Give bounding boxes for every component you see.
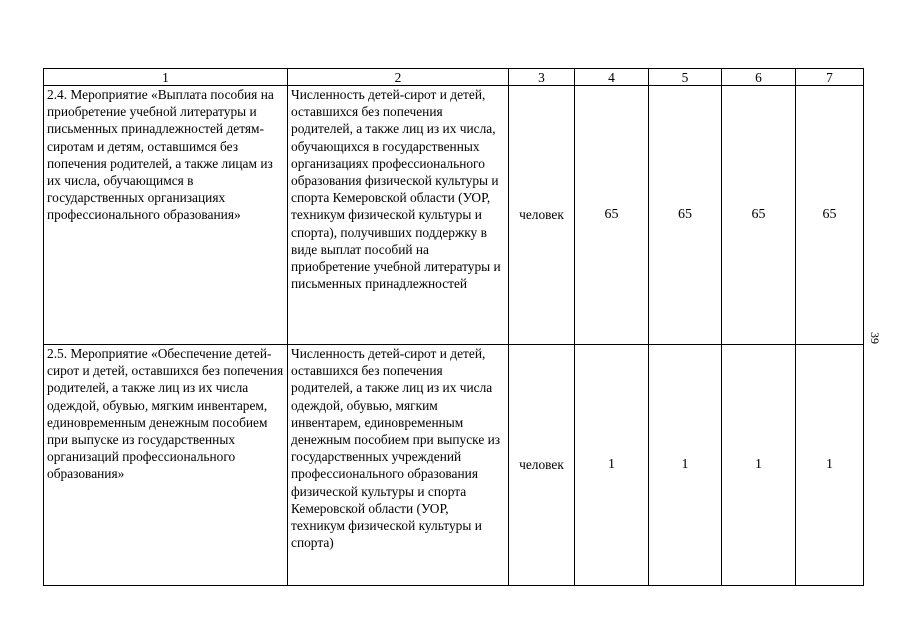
indicator-cell: Численность детей-сирот и детей, оставшихся без попечения родителей, а также лиц из их числа, обучающихся в государственных организациях профессионального образования физической культуры и спорта Кемеровской области (УОР, техникум физической культуры и спорта), получивших поддержку в виде выплат пособий на приобретение учебной литературы и письменных принадлежностей	[288, 86, 509, 345]
header-cell-2: 2	[288, 69, 509, 86]
header-cell-1: 1	[44, 69, 288, 86]
value-cell: 65	[796, 86, 864, 345]
value-cell: 65	[575, 86, 649, 345]
value-cell: 1	[722, 345, 796, 586]
indicators-table	[43, 68, 864, 586]
table-row	[44, 86, 864, 345]
value-cell: 65	[722, 86, 796, 345]
page-number: 39	[868, 332, 882, 344]
indicator-cell: Численность детей-сирот и детей, оставшихся без попечения родителей, а также лиц из их числа одеждой, обувью, мягким инвентарем, единовременным денежным пособием при выпуске из государственных учреждений профессионального образования физической культуры и спорта Кемеровской области (УОР, техникум физической культуры и спорта)	[288, 345, 509, 586]
header-cell-6: 6	[722, 69, 796, 86]
event-cell: 2.5. Мероприятие «Обеспечение детей-сирот и детей, оставшихся без попечения родителей, а также лиц из их числа одеждой, обувью, мягким инвентарем, единовременным денежным пособием при выпуске из государственных организаций профессионального образования»	[44, 345, 288, 586]
header-cell-7: 7	[796, 69, 864, 86]
header-cell-3: 3	[509, 69, 575, 86]
value-cell: 1	[575, 345, 649, 586]
header-cell-5: 5	[649, 69, 722, 86]
event-cell: 2.4. Мероприятие «Выплата пособия на приобретение учебной литературы и письменных принадлежностей детям-сиротам и детям, оставшимся без попечения родителей, а также лицам из их числа, обучающимся в государственных организациях профессионального образования»	[44, 86, 288, 345]
unit-cell: человек	[509, 345, 575, 586]
value-cell: 1	[796, 345, 864, 586]
value-cell: 1	[649, 345, 722, 586]
table-row	[44, 345, 864, 586]
unit-cell: человек	[509, 86, 575, 345]
value-cell: 65	[649, 86, 722, 345]
header-cell-4: 4	[575, 69, 649, 86]
header-row	[44, 69, 864, 86]
